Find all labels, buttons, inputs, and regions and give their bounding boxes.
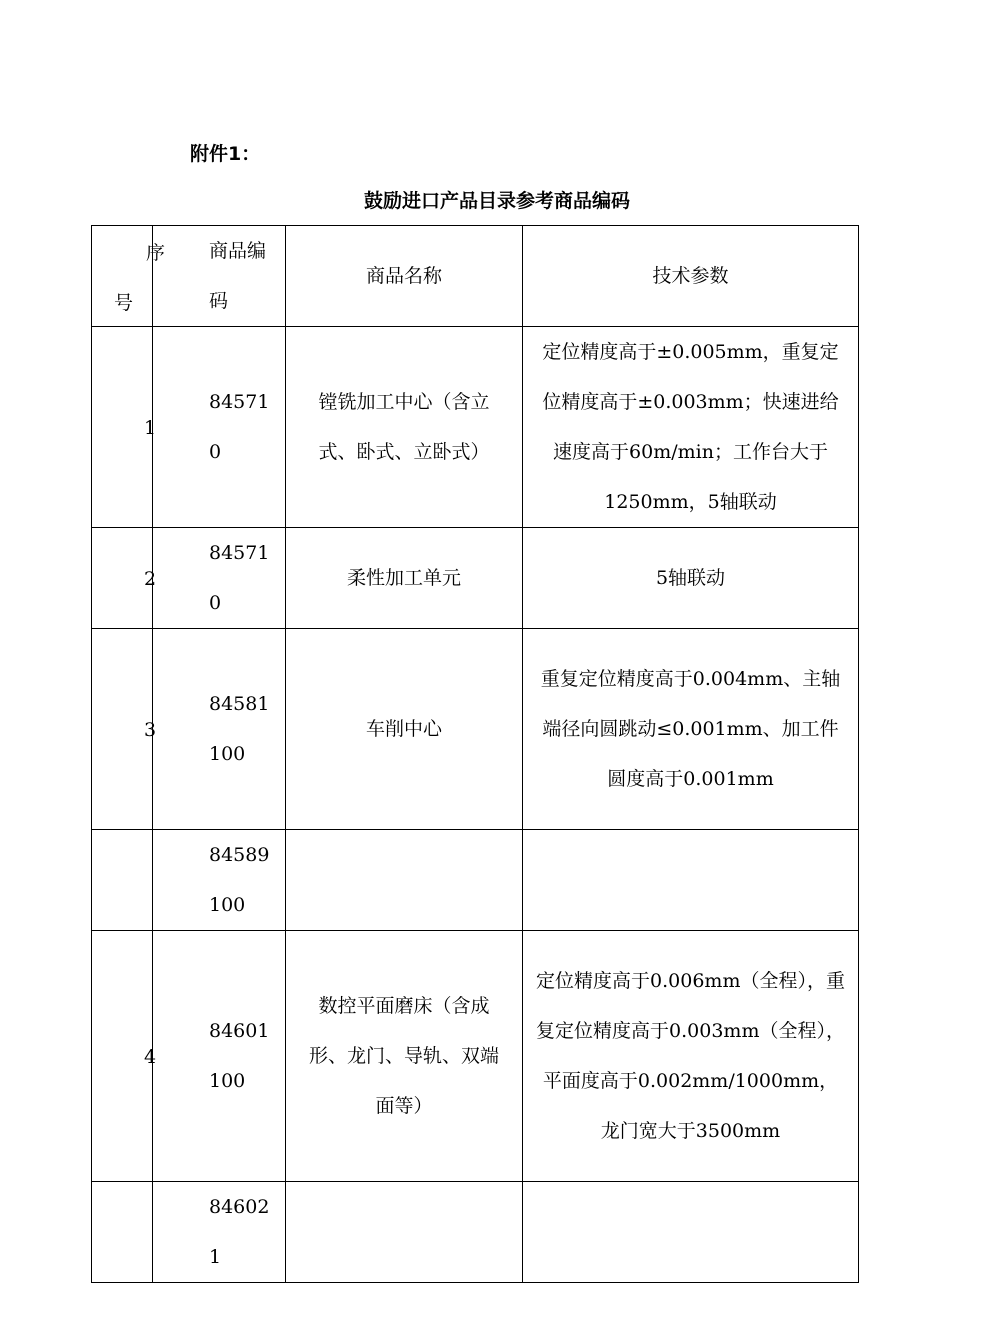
table-row bbox=[92, 830, 859, 931]
table-header-row bbox=[92, 226, 859, 327]
row-code: 845710 bbox=[153, 327, 286, 528]
row-code: 84589100 bbox=[153, 830, 286, 931]
header-seq-top: 序 bbox=[146, 242, 166, 264]
document-title: 鼓励进口产品目录参考商品编码 bbox=[363, 190, 630, 212]
row-name: 柔性加工单元 bbox=[286, 528, 523, 629]
row-code: 845710 bbox=[153, 528, 286, 629]
row-code: 846021 bbox=[153, 1182, 286, 1283]
row-name: 车削中心 bbox=[286, 629, 523, 830]
row-tech bbox=[523, 830, 859, 931]
header-code: 商品编码 bbox=[153, 226, 286, 327]
header-tech: 技术参数 bbox=[523, 226, 859, 327]
table-row bbox=[92, 629, 859, 830]
row-seq: 2 bbox=[92, 528, 153, 629]
row-seq: 1 bbox=[92, 327, 153, 528]
row-tech: 重复定位精度高于0.004mm、主轴端径向圆跳动≤0.001mm、加工件圆度高于0.001mm bbox=[523, 629, 859, 830]
attachment-label: 附件1： bbox=[190, 143, 261, 165]
header-seq-bottom: 号 bbox=[114, 292, 134, 314]
header-seq bbox=[92, 226, 166, 327]
table-row bbox=[92, 1182, 859, 1283]
product-code-table bbox=[91, 225, 859, 1283]
row-code: 84581100 bbox=[153, 629, 286, 830]
row-seq: 3 bbox=[92, 629, 153, 830]
table-row bbox=[92, 528, 859, 629]
row-seq bbox=[92, 830, 153, 931]
row-name bbox=[286, 1182, 523, 1283]
row-name bbox=[286, 830, 523, 931]
row-tech: 5轴联动 bbox=[523, 528, 859, 629]
row-name: 数控平面磨床（含成形、龙门、导轨、双端面等） bbox=[286, 931, 523, 1182]
row-code: 84601100 bbox=[153, 931, 286, 1182]
row-seq: 4 bbox=[92, 931, 153, 1182]
row-seq bbox=[92, 1182, 153, 1283]
table-row bbox=[92, 931, 859, 1182]
header-name: 商品名称 bbox=[286, 226, 523, 327]
table-row bbox=[92, 327, 859, 528]
row-tech: 定位精度高于0.006mm（全程），重复定位精度高于0.003mm（全程），平面度高于0.002mm/1000mm，龙门宽大于3500mm bbox=[523, 931, 859, 1182]
row-name: 镗铣加工中心（含立式、卧式、立卧式） bbox=[286, 327, 523, 528]
row-tech bbox=[523, 1182, 859, 1283]
row-tech: 定位精度高于±0.005mm，重复定位精度高于±0.003mm；快速进给速度高于60m/min；工作台大于1250mm，5轴联动 bbox=[523, 327, 859, 528]
